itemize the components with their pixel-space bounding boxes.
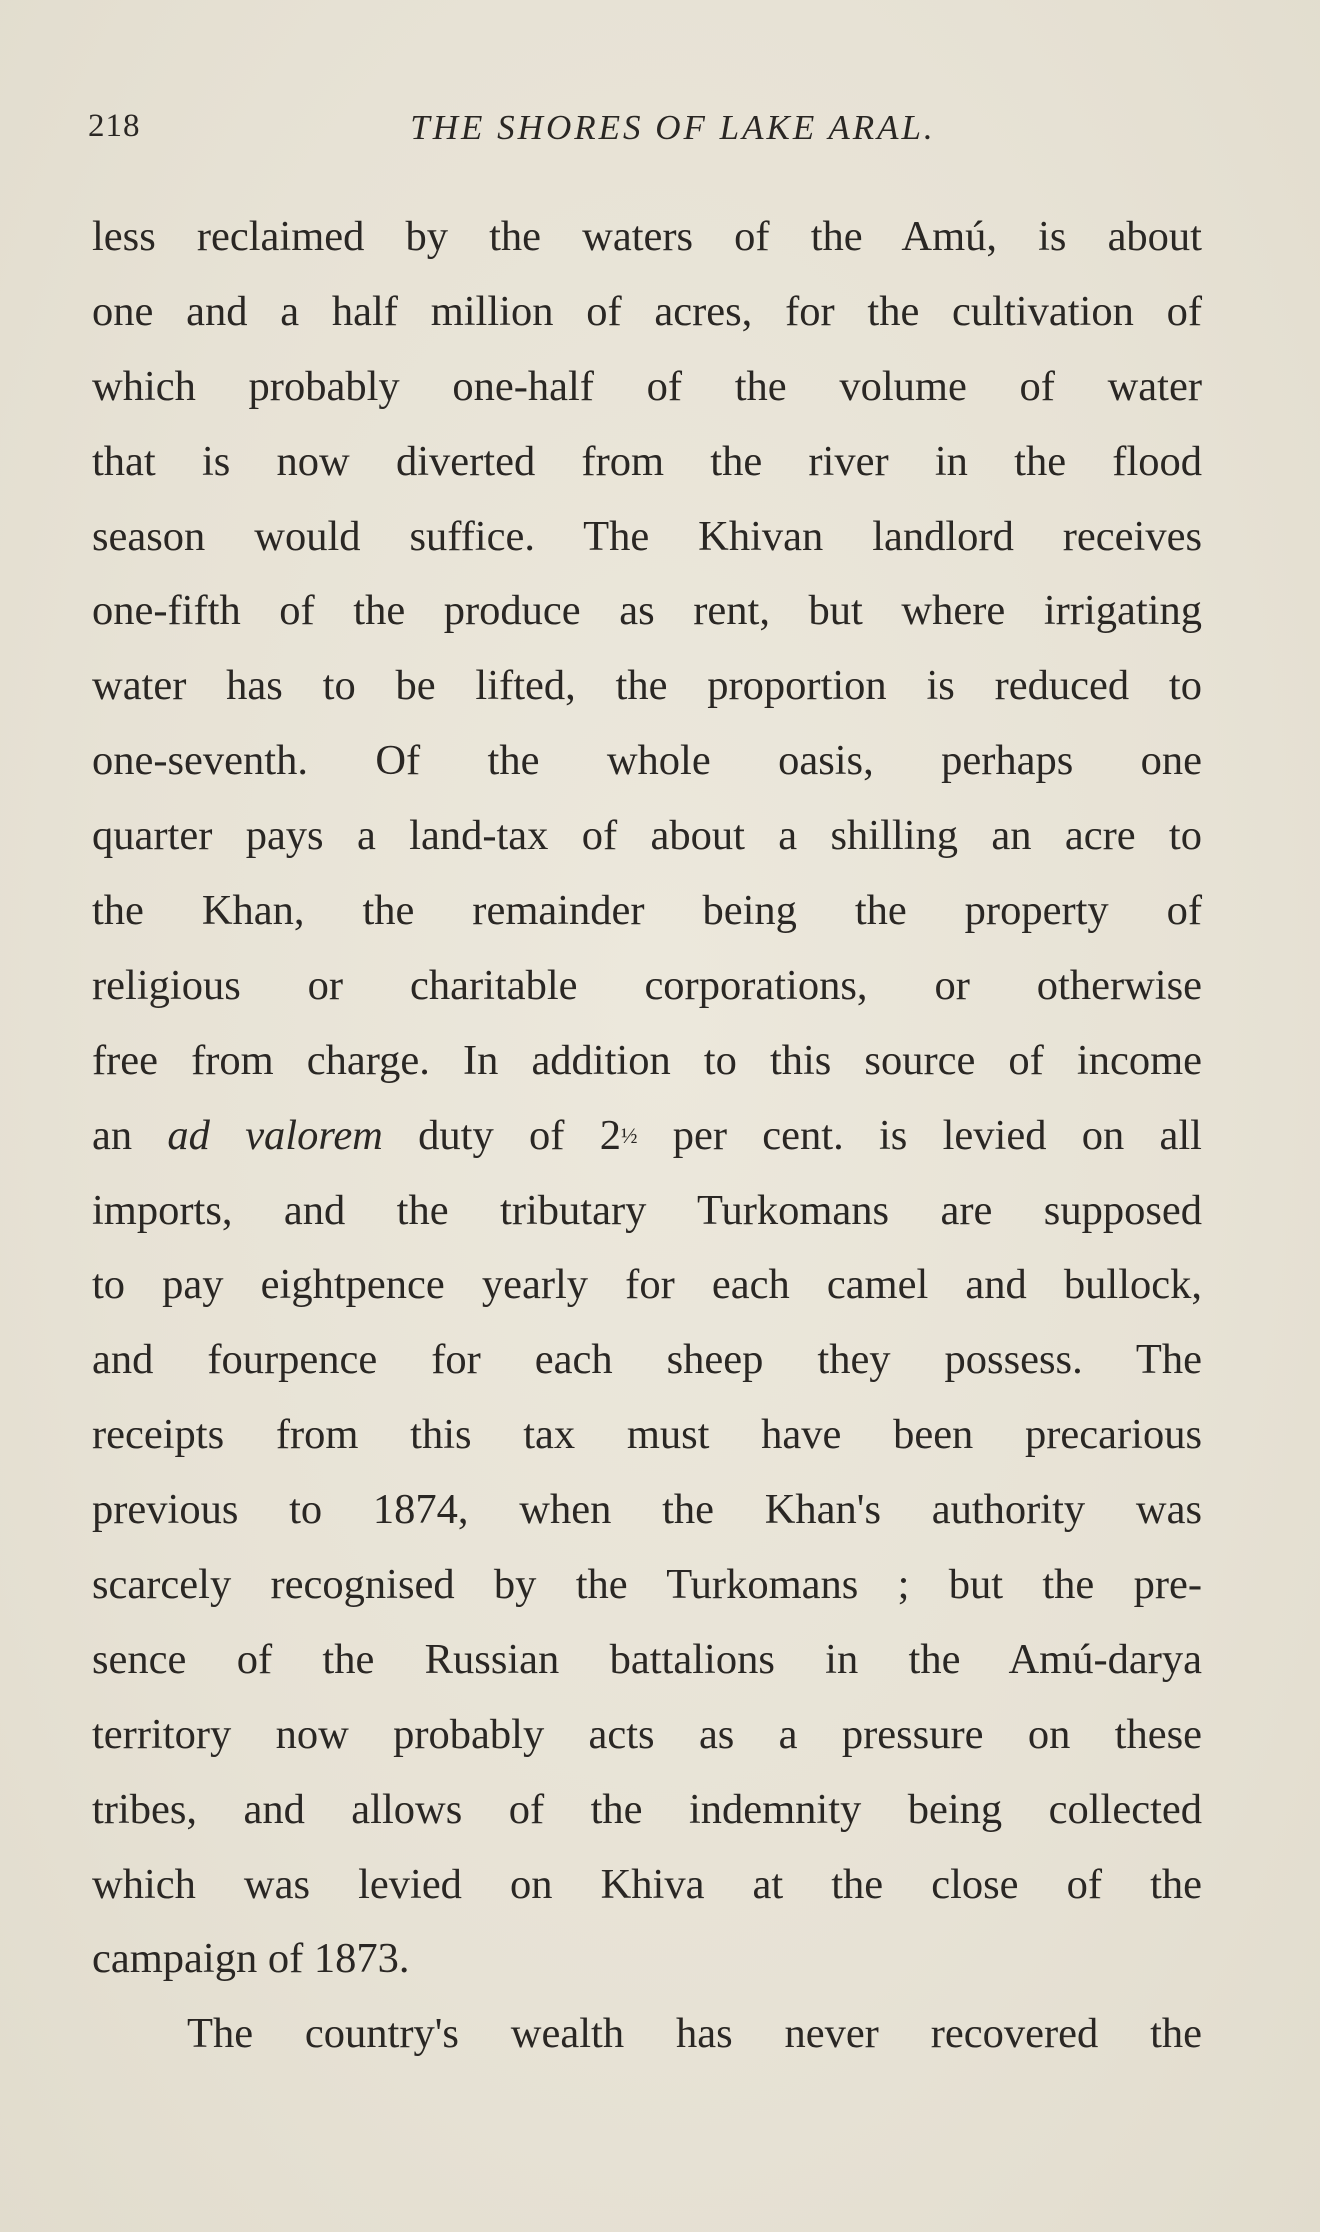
text-line-11: religious or charitable corporations, or otherwise <box>92 961 1202 1009</box>
text-line-13-before: an <box>92 1111 168 1159</box>
running-head: THE SHORES OF LAKE ARAL. <box>410 108 936 147</box>
text-line-17: receipts from this tax must have been precarious <box>92 1411 1202 1459</box>
text-line-13 <box>92 1099 1202 1174</box>
text-line-6: one-fifth of the produce as rent, but where irrigating <box>92 587 1202 635</box>
text-line-13-after: per cent. is levied on all <box>637 1111 1202 1159</box>
body-text <box>92 200 1202 2072</box>
text-line-18: previous to 1874, when the Khan's authority was <box>92 1486 1202 1534</box>
text-line-16: and fourpence for each sheep they possess. The <box>92 1336 1202 1384</box>
text-line-3: which probably one-half of the volume of water <box>92 362 1202 410</box>
fraction-one-half: ½ <box>620 1122 638 1148</box>
text-line-25-paragraph-start: The country's wealth has never recovered the <box>187 2010 1202 2058</box>
text-line-22: tribes, and allows of the indemnity being collected <box>92 1785 1202 1833</box>
page-header <box>88 108 1218 158</box>
text-line-10: the Khan, the remainder being the property of <box>92 887 1202 935</box>
text-line-5: season would suffice. The Khivan landlord receives <box>92 512 1202 560</box>
text-line-8: one-seventh. Of the whole oasis, perhaps one <box>92 737 1202 785</box>
text-line-19: scarcely recognised by the Turkomans ; but the pre- <box>92 1561 1202 1609</box>
page-number: 218 <box>88 108 141 144</box>
text-line-15: to pay eightpence yearly for each camel and bullock, <box>92 1261 1202 1309</box>
text-line-21: territory now probably acts as a pressure on these <box>92 1710 1202 1758</box>
text-line-4: that is now diverted from the river in the flood <box>92 437 1202 485</box>
text-line-7: water has to be lifted, the proportion is reduced to <box>92 662 1202 710</box>
text-line-12: free from charge. In addition to this source of income <box>92 1036 1202 1084</box>
text-line-9: quarter pays a land-tax of about a shilling an acre to <box>92 812 1202 860</box>
text-line-20: sence of the Russian battalions in the Amú-darya <box>92 1635 1202 1683</box>
text-line-13-middle: duty of 2 <box>382 1111 621 1159</box>
text-line-24-paragraph-end: campaign of 1873. <box>92 1935 410 1983</box>
text-line-14: imports, and the tributary Turkomans are supposed <box>92 1186 1202 1234</box>
text-line-1: less reclaimed by the waters of the Amú, is about <box>92 213 1202 260</box>
text-line-23: which was levied on Khiva at the close of the <box>92 1860 1202 1908</box>
italic-phrase-ad-valorem: ad valorem <box>167 1111 383 1159</box>
text-line-2: one and a half million of acres, for the cultivation of <box>92 287 1202 335</box>
